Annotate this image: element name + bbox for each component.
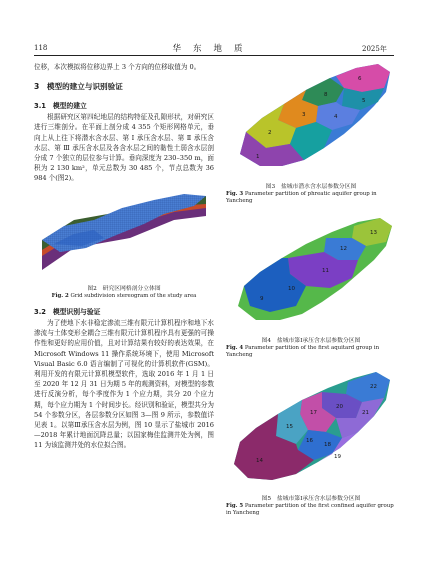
fig2-caption-en-text: Grid subdivision stereogram of the study area xyxy=(70,292,197,299)
fig5-label-21: 21 xyxy=(362,409,369,416)
fig4-label-9: 9 xyxy=(260,295,264,302)
fig3-caption-en-text: Parameter partition of phreatic aquifer group in Yancheng xyxy=(226,191,377,205)
fig3-label-1: 1 xyxy=(256,154,260,160)
figure-3 xyxy=(226,62,396,206)
fig3-label-6: 6 xyxy=(358,76,362,82)
fig5-caption-en xyxy=(226,503,396,518)
publication-year: 2025年 xyxy=(362,45,387,53)
fig4-label: Fig. 4 xyxy=(226,344,244,351)
first-aquitard-partition-map xyxy=(226,216,396,328)
fig4-caption-en-text: Parameter partition of the first aquitard group in Yancheng xyxy=(226,344,380,359)
subsection-2-text: 为了使地下水非稳定渗流三维有限元计算机程序和地下水渗流与土体变形全耦合三维有限元计算机程序具有更强的可操作性和更好的应用价值，且对计算结果有较好的表达效果，在 Microsoft Windows 11 操作系统环境下，使用 Microsoft Visual Basic 6.0 语言编制了可视化的计算机软件(GSM)。利用开发的有限元计算机模型软件，选取 2016 年 1 月 1 日至 2020 年 12 月 31 日为期 5 年的观测资料，对模型的参数进行反演分析，每个季度作为 1 个应力期，共分 20 个应力期，每个应力期为 1 个时间步长。经识别和验证，模型共分为 54 个参数分区，各层参数分区如图 3—图 9 所示，参数值详见表 1。以第Ⅲ承压含水层为例，图 10 显示了盐城市 2016—2018 年累计地面沉降总量；以国家梅佳监测井处为例，图 11 为该监测井处的水位拟合图。 xyxy=(34,319,214,450)
fig2-caption-cn: 图2 研究区网格剖分立体图 xyxy=(87,285,161,292)
subsection-1-title: 3.1 模型的建立 xyxy=(34,102,87,111)
fig2-label: Fig. 2 xyxy=(51,292,69,299)
left-column xyxy=(34,62,214,451)
grid-stereogram-image xyxy=(34,190,214,276)
first-confined-partition-map xyxy=(226,370,396,486)
fig3-caption-en xyxy=(226,191,396,206)
fig5-label-18: 18 xyxy=(324,441,331,448)
right-column xyxy=(226,62,396,517)
intro-paragraph: 位移，本次模拟将位移边界上 3 个方向的位移取值为 0。 xyxy=(34,63,201,71)
figure-5 xyxy=(226,370,396,518)
journal-title: 华东地质 xyxy=(172,44,255,54)
fig4-label-11: 11 xyxy=(322,267,329,274)
fig4-label-10: 10 xyxy=(288,285,295,292)
page-number: 118 xyxy=(34,44,48,52)
fig5-label: Fig. 5 xyxy=(226,502,244,509)
fig4-label-12: 12 xyxy=(340,245,347,252)
fig5-label-19: 19 xyxy=(334,453,341,460)
fig3-label-8: 8 xyxy=(324,92,328,98)
section-title: 3 模型的建立与识别验证 xyxy=(34,82,123,92)
fig3-label-4: 4 xyxy=(334,114,338,120)
fig3-label-5: 5 xyxy=(362,98,366,104)
subsection-1-text: 根据研究区第四纪地层的结构特征及孔隙形状，对研究区进行三维剖分。在平面上剖分成 4 355 个矩形网格单元，垂向上从上往下将潜水含水层、第 Ⅰ 承压含水层、第 Ⅱ 承压含水层、第 Ⅲ 承压含水层及各含水层之间的黏性土弱含水层剖分成 7 个独立的层位参与计算。垂向深度为 230–350 m，面积为 2 130 km²，单元总数为 30 485 个，节点总数为 36 984 个(图2)。 xyxy=(34,113,214,183)
fig5-label-20: 20 xyxy=(336,403,343,410)
fig3-label-3: 3 xyxy=(302,112,306,118)
fig5-label-22: 22 xyxy=(370,383,377,390)
fig4-caption-en xyxy=(226,345,396,360)
fig5-label-16: 16 xyxy=(306,437,313,444)
fig5-caption-en-text: Parameter partition of the first confined aquifer group in Yancheng xyxy=(226,502,394,517)
fig5-label-15: 15 xyxy=(286,423,293,430)
fig4-label-13: 13 xyxy=(370,229,377,236)
fig5-label-14: 14 xyxy=(256,457,263,464)
fig3-label-2: 2 xyxy=(268,130,272,136)
fig2-caption-en xyxy=(34,293,214,300)
fig5-label-17: 17 xyxy=(310,409,317,416)
fig3-caption-cn: 图3 盐城市潜水含水层参数分区图 xyxy=(265,184,357,190)
fig5-caption-cn: 图5 盐城市第Ⅰ承压含水层参数分区图 xyxy=(261,495,361,502)
phreatic-partition-map xyxy=(226,62,396,174)
header-rule xyxy=(34,55,394,56)
figure-2 xyxy=(34,190,214,300)
fig4-caption-cn: 图4 盐城市第Ⅰ承压含水层参数分区图 xyxy=(261,337,361,344)
fig3-label: Fig. 3 xyxy=(226,191,244,197)
subsection-2-title: 3.2 模型识别与验证 xyxy=(34,308,101,317)
figure-4 xyxy=(226,216,396,360)
